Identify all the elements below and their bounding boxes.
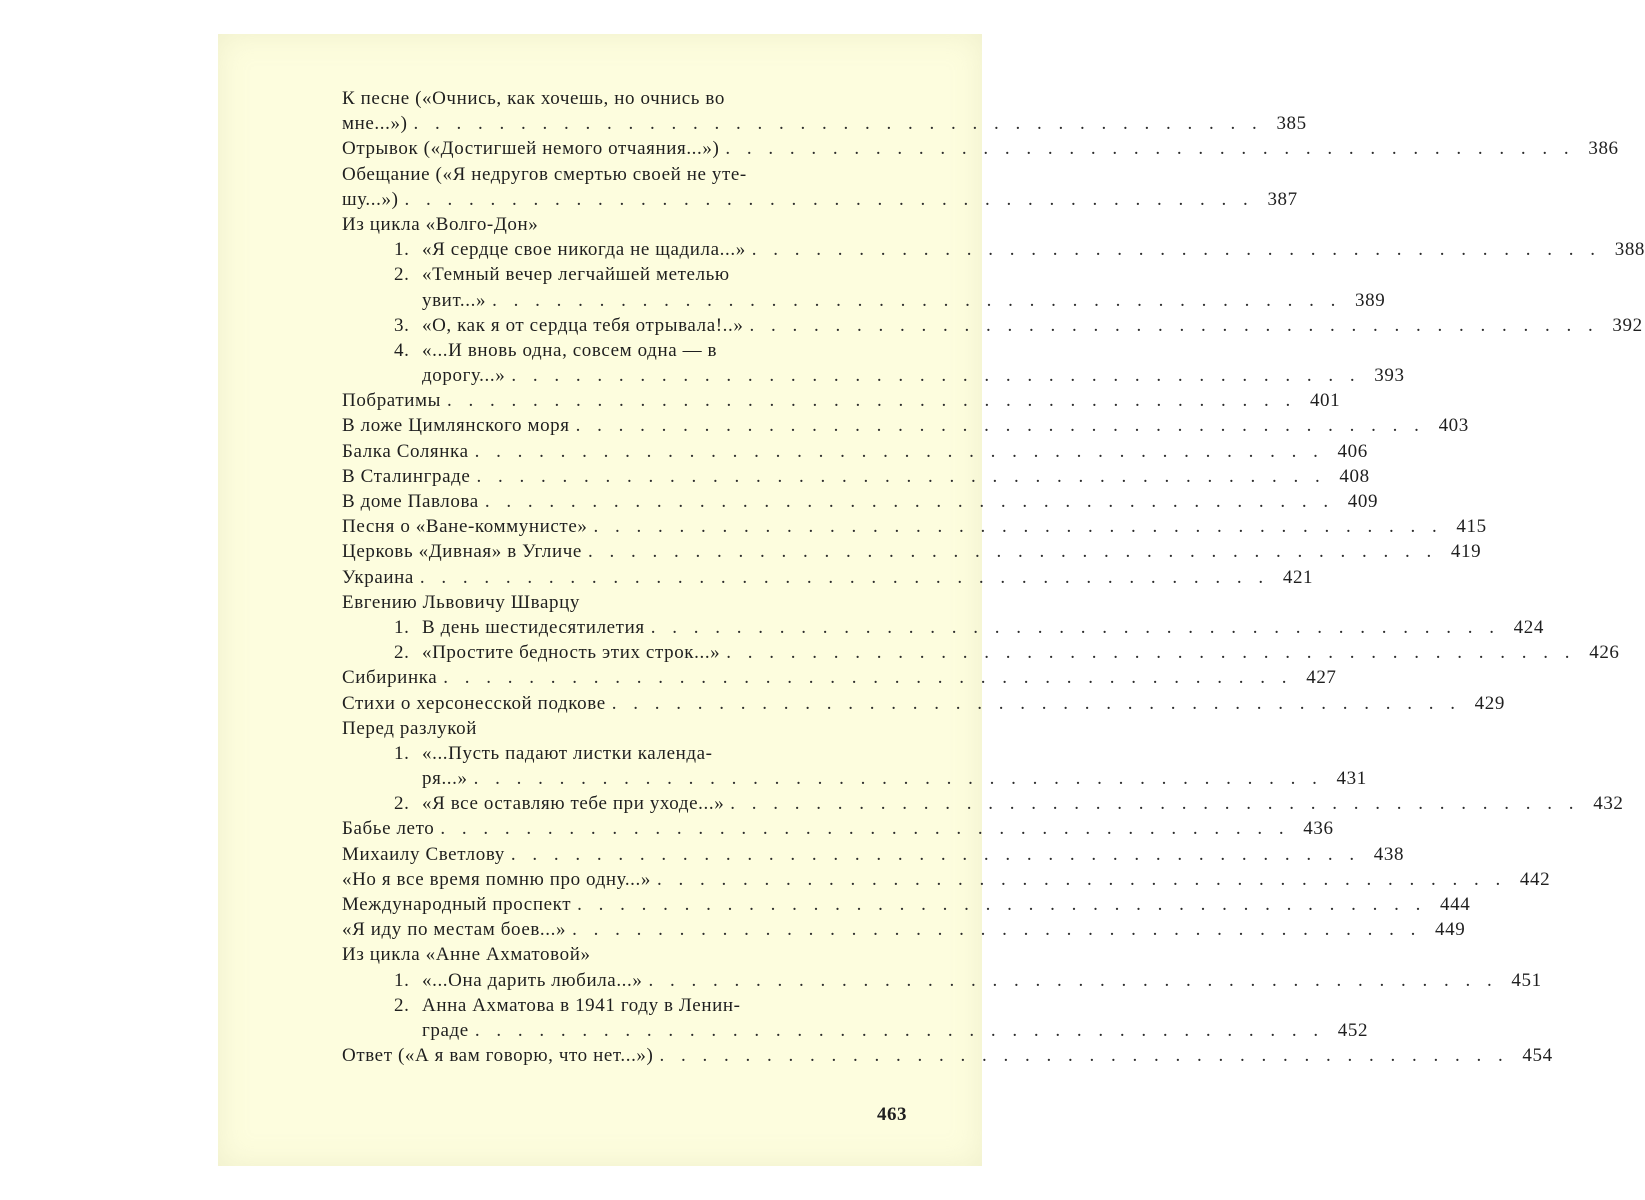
toc-entry-title: шу...») (342, 188, 399, 210)
toc-entry (342, 691, 1505, 716)
toc-entry-title: Перед разлукой (342, 717, 478, 739)
toc-entry-title: Международный проспект (342, 894, 572, 915)
toc-entry (342, 514, 1487, 539)
toc-entry-title: мне...») (342, 113, 408, 135)
toc-entry (342, 86, 854, 111)
toc-entry-title: увит...» (422, 289, 487, 311)
toc-entry-page: 444 (1440, 894, 1471, 915)
toc-entry (342, 766, 1367, 791)
toc-entry (342, 237, 1645, 262)
toc-entry (342, 942, 854, 967)
dot-leader (645, 615, 1500, 640)
toc-entry (342, 1043, 1553, 1068)
toc-entry-page: 452 (1337, 1019, 1369, 1041)
toc-entry (342, 187, 1298, 212)
toc-entry-title: Стихи о херсонесской подкове (342, 692, 606, 714)
toc-entry-page: 403 (1438, 415, 1469, 437)
toc-entry-page: 392 (1612, 314, 1643, 336)
toc-entry-title: «...Пусть падают листки календа- (422, 742, 713, 764)
toc-entry-title: В день шестидесятилетия (422, 616, 645, 638)
toc-entry (342, 968, 1542, 993)
toc-entry (342, 489, 1379, 514)
toc-entry-page: 406 (1337, 440, 1368, 462)
toc-entry-page: 389 (1355, 289, 1386, 311)
toc-entry-title: дорогу...» (422, 365, 506, 387)
toc-entry (342, 615, 1544, 640)
toc-entry-page: 393 (1374, 365, 1405, 387)
toc-entry (342, 313, 1643, 338)
toc-entry-title: «...Она дарить любила...» (422, 969, 643, 991)
toc-entry-title: К песне («Очнись, как хочешь, но очнись во (342, 88, 725, 109)
toc-entry (342, 665, 1337, 690)
toc-entry-title: ря...» (422, 768, 468, 790)
toc-entry-title: Михаилу Светлову (342, 843, 505, 865)
dot-leader (468, 766, 1323, 791)
toc-entry (342, 439, 1368, 464)
toc-entry-page: 432 (1593, 793, 1624, 815)
toc-entry (342, 363, 1405, 388)
toc-entry-title: «Простите бедность этих строк...» (422, 642, 721, 664)
dot-leader (414, 565, 1269, 590)
toc-entry-title: Балка Солянка (342, 440, 469, 462)
toc-entry-title: Украина (342, 566, 414, 588)
toc-entry-number: 2. (394, 793, 410, 815)
toc-entry-number: 1. (394, 239, 410, 261)
toc-entry-title: Сибиринка (342, 667, 438, 689)
toc-entry-title: «О, как я от сердца тебя отрывала!..» (422, 314, 744, 336)
dot-leader (505, 363, 1360, 388)
toc-entry (342, 288, 1386, 313)
toc-entry (342, 162, 854, 187)
dot-leader (606, 691, 1461, 716)
toc-entry (342, 111, 1307, 136)
toc-entry-title: Ответ («А я вам говорю, что нет...») (342, 1045, 654, 1067)
toc-entry-title: Из цикла «Анне Ахматовой» (342, 944, 591, 966)
dot-leader (653, 1043, 1508, 1068)
toc-entry-title: В доме Павлова (342, 491, 479, 512)
toc-entry (342, 917, 1466, 942)
toc-entry (342, 464, 1370, 489)
dot-leader (743, 313, 1598, 338)
toc-entry (342, 565, 1314, 590)
toc-entry (342, 640, 1620, 665)
dot-leader (470, 464, 1325, 489)
dot-leader (486, 288, 1341, 313)
toc-entry (342, 791, 1624, 816)
toc-entry-title: Песня о «Ване-коммунисте» (342, 516, 588, 538)
dot-leader (571, 892, 1426, 917)
toc-entry-title: Отрывок («Достигшей немого отчаяния...») (342, 138, 720, 160)
dot-leader (469, 1018, 1324, 1043)
toc-entry-title: Из цикла «Волго-Дон» (342, 213, 539, 235)
toc-entry (342, 262, 854, 287)
toc-entry-number: 2. (394, 994, 410, 1016)
toc-entry (342, 842, 1405, 867)
toc-entry (342, 338, 854, 363)
dot-leader (587, 514, 1442, 539)
toc-entry-number: 2. (394, 642, 410, 664)
toc-entry-page: 385 (1276, 113, 1307, 135)
toc-entry-page: 387 (1267, 188, 1298, 210)
toc-entry-page: 408 (1339, 465, 1370, 487)
toc-entry-page: 401 (1309, 390, 1341, 412)
toc-entry-page: 449 (1435, 919, 1466, 941)
dot-leader (651, 867, 1506, 892)
toc-entry-page: 424 (1513, 616, 1544, 638)
toc-entry-page: 431 (1336, 768, 1367, 790)
toc-entry-title: Бабье лето (342, 818, 435, 840)
dot-leader (720, 640, 1575, 665)
toc-entry-title: Побратимы (342, 390, 441, 412)
toc-entry-page: 388 (1614, 239, 1645, 261)
toc-entry (342, 388, 1341, 413)
toc-entry (342, 212, 854, 237)
dot-leader (566, 917, 1421, 942)
toc-entry (342, 413, 1469, 438)
dot-leader (441, 388, 1296, 413)
dot-leader (434, 816, 1289, 841)
toc-entry-title: Обещание («Я недругов смертью своей не уте- (342, 163, 747, 185)
toc-entry-title: В Сталинграде (342, 465, 471, 487)
toc-entry (342, 892, 1471, 917)
toc-entry-page: 409 (1347, 491, 1379, 512)
dot-leader (399, 187, 1254, 212)
toc-entry-page: 421 (1282, 566, 1314, 588)
toc-entry (342, 539, 1482, 564)
toc-entry-page: 454 (1522, 1045, 1553, 1067)
toc-entry-title: «Но я все время помню про одну...» (342, 868, 651, 890)
toc-entry-page: 415 (1456, 516, 1487, 538)
toc-entry-number: 2. (394, 264, 410, 286)
toc-entry-title: В ложе Цимлянского моря (342, 415, 570, 437)
dot-leader (505, 842, 1360, 867)
dot-leader (437, 665, 1292, 690)
dot-leader (746, 237, 1601, 262)
toc-entry-page: 451 (1511, 969, 1542, 991)
toc-entry-title: Евгению Львовичу Шварцу (342, 591, 580, 613)
toc-entry-page: 427 (1306, 667, 1337, 689)
dot-leader (582, 539, 1437, 564)
toc-entry-page: 426 (1589, 642, 1620, 664)
toc-entry-title: Анна Ахматова в 1941 году в Ленин- (422, 994, 741, 1016)
toc-entry-number: 3. (394, 314, 410, 336)
dot-leader (479, 489, 1334, 514)
toc-entry-page: 419 (1450, 541, 1482, 563)
toc-entry (342, 590, 854, 615)
toc-entry-number: 1. (394, 742, 410, 764)
toc-entry-title: «Темный вечер легчайшей метелью (422, 264, 730, 286)
toc-entry-page: 438 (1373, 843, 1405, 865)
toc-entry-page: 442 (1519, 868, 1551, 890)
toc-entry-page: 436 (1303, 818, 1334, 840)
toc-entry (342, 716, 854, 741)
toc-entry-title: граде (422, 1019, 469, 1041)
dot-leader (469, 439, 1324, 464)
toc-entry-title: «...И вновь одна, совсем одна — в (422, 339, 718, 361)
dot-leader (642, 968, 1497, 993)
toc-entry (342, 741, 854, 766)
toc-entry-number: 1. (394, 969, 410, 991)
dot-leader (570, 413, 1425, 438)
page-number: 463 (877, 1104, 907, 1125)
toc-entry-number: 4. (394, 339, 410, 361)
toc-entry-title: «Я все оставляю тебе при уходе...» (422, 793, 725, 815)
toc-entry (342, 816, 1334, 841)
toc-entry (342, 993, 854, 1018)
toc-entry (342, 1018, 1369, 1043)
table-of-contents (342, 86, 1645, 1068)
toc-entry-title: «Я сердце свое никогда не щадила...» (422, 239, 746, 261)
dot-leader (719, 136, 1574, 161)
dot-leader (724, 791, 1579, 816)
toc-entry (342, 136, 1619, 161)
toc-entry (342, 867, 1551, 892)
dot-leader (408, 111, 1263, 136)
toc-entry-title: «Я иду по местам боев...» (342, 919, 567, 941)
toc-entry-title: Церковь «Дивная» в Угличе (342, 541, 582, 563)
toc-entry-page: 386 (1588, 138, 1619, 160)
toc-entry-number: 1. (394, 616, 410, 638)
toc-entry-page: 429 (1474, 692, 1505, 714)
